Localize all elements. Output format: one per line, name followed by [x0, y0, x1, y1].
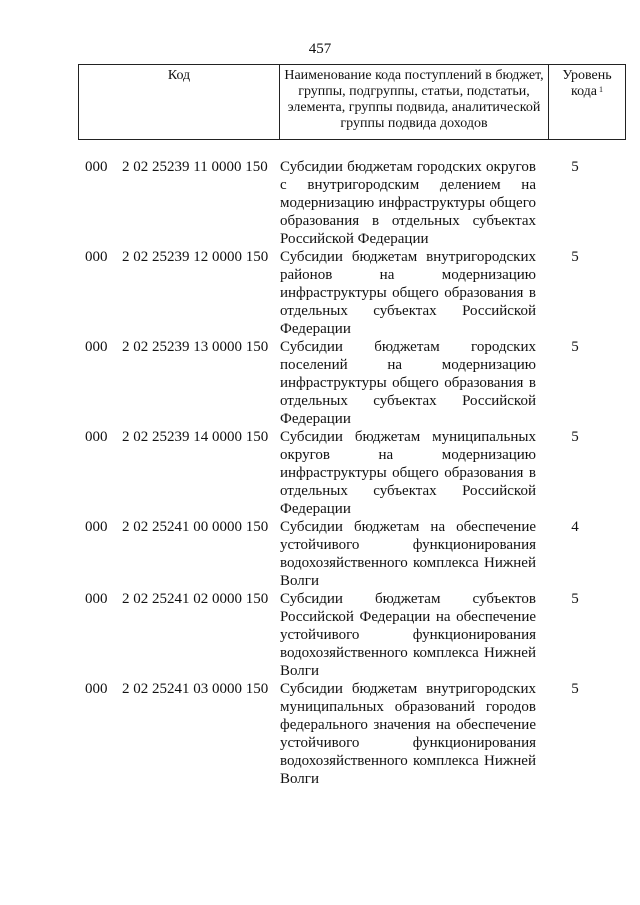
table-body: [0, 158, 640, 788]
admin-code: 000: [85, 681, 108, 697]
header-level-label: Уровень кода: [562, 68, 612, 99]
table-row: [0, 590, 640, 680]
table-row: [0, 158, 640, 248]
table-row: [0, 338, 640, 428]
table-row: [0, 680, 640, 788]
code-level: 5: [571, 681, 579, 697]
page-number: 457: [308, 41, 332, 57]
code-level: 4: [571, 519, 579, 535]
admin-code: 000: [85, 429, 108, 445]
admin-code: 000: [85, 339, 108, 355]
code-level: 5: [571, 159, 579, 175]
header-name: Наименование кода поступлений в бюджет, группы, подгруппы, статьи, подстатьи, элемента, группы подвида, аналитической группы подвида доходов: [280, 65, 549, 140]
revenue-code: 2 02 25239 11 0000 150: [122, 159, 268, 175]
table-row: [0, 248, 640, 338]
revenue-code: 2 02 25239 12 0000 150: [122, 249, 269, 265]
revenue-name: Субсидии бюджетам городских поселений на модернизацию инфраструктуры общего образования в отдельных субъектах Российской Федерации: [280, 339, 536, 427]
admin-code: 000: [85, 519, 108, 535]
revenue-name: Субсидии бюджетам муниципальных округов на модернизацию инфраструктуры общего образования в отдельных субъектах Российской Федерации: [280, 429, 536, 517]
revenue-name: Субсидии бюджетам на обеспечение устойчивого функционирования водохозяйственного комплекса Нижней Волги: [280, 519, 536, 589]
header-level: [549, 65, 626, 140]
table-header: [78, 64, 626, 140]
revenue-code: 2 02 25241 00 0000 150: [122, 519, 269, 535]
table-row: [0, 428, 640, 518]
revenue-code: 2 02 25241 02 0000 150: [122, 591, 269, 607]
header-code: Код: [79, 65, 280, 140]
revenue-code: 2 02 25239 14 0000 150: [122, 429, 269, 445]
revenue-name: Субсидии бюджетам городских округов с внутригородским делением на модернизацию инфраструктуры общего образования в отдельных субъектах Российской Федерации: [280, 159, 536, 247]
footnote-marker: 1: [599, 85, 604, 94]
table-row: [0, 518, 640, 590]
revenue-code: 2 02 25241 03 0000 150: [122, 681, 269, 697]
code-level: 5: [571, 429, 579, 445]
admin-code: 000: [85, 591, 108, 607]
code-level: 5: [571, 249, 579, 265]
revenue-name: Субсидии бюджетам внутригородских районов на модернизацию инфраструктуры общего образования в отдельных субъектах Российской Федерации: [280, 249, 536, 337]
code-level: 5: [571, 591, 579, 607]
revenue-name: Субсидии бюджетам внутригородских муниципальных образований городов федерального значения на обеспечение устойчивого функционирования водохозяйственного комплекса Нижней Волги: [280, 681, 536, 787]
revenue-code: 2 02 25239 13 0000 150: [122, 339, 269, 355]
admin-code: 000: [85, 249, 108, 265]
admin-code: 000: [85, 159, 108, 175]
revenue-name: Субсидии бюджетам субъектов Российской Федерации на обеспечение устойчивого функционирования водохозяйственного комплекса Нижней Волги: [280, 591, 536, 679]
code-level: 5: [571, 339, 579, 355]
